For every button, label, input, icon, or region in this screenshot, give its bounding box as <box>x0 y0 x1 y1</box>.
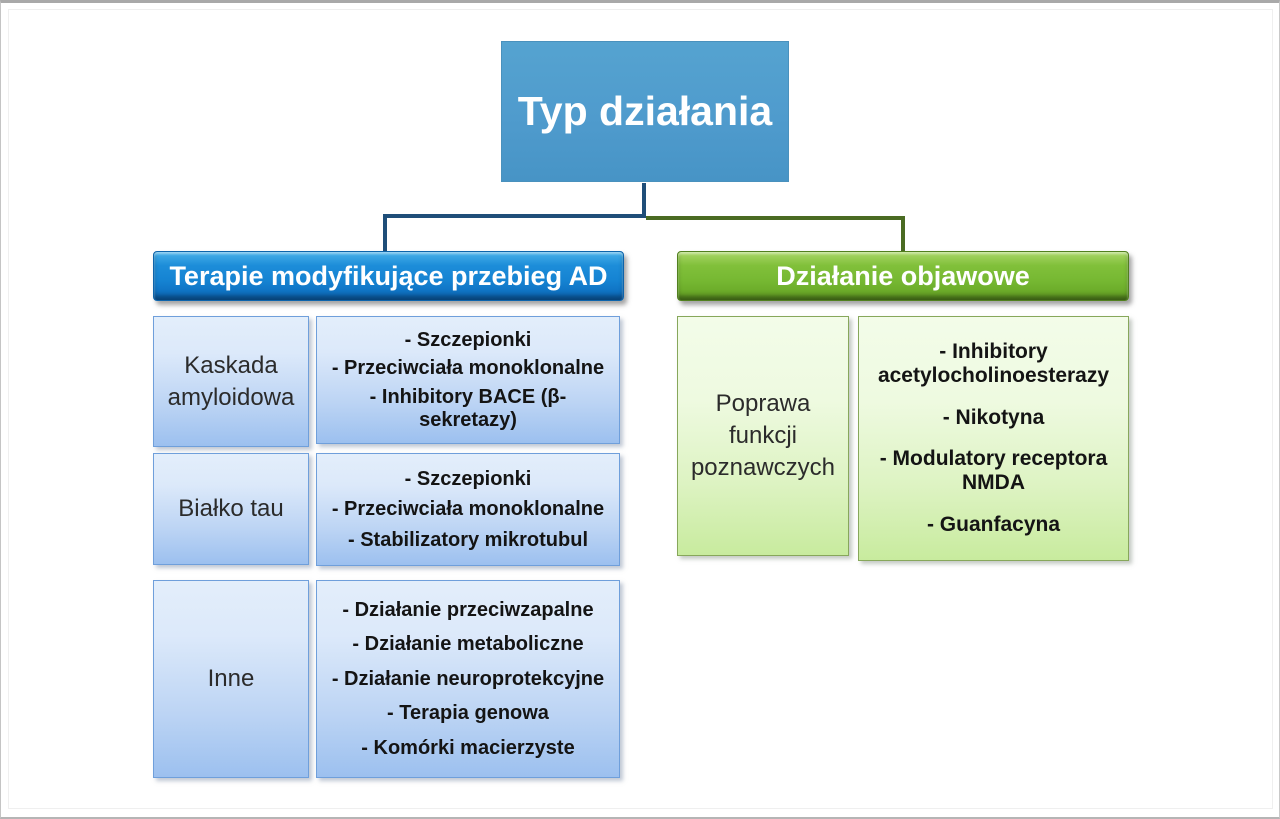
list-item: - Działanie przeciwzapalne <box>342 598 594 621</box>
list-item: - Guanfacyna <box>926 512 1061 536</box>
cell-inne <box>153 580 309 778</box>
header-terapie-label: Terapie modyfikujące przebieg AD <box>169 260 608 291</box>
list-item: - Stabilizatory mikrotubul <box>347 528 589 551</box>
header-objawowe-label: Działanie objawowe <box>776 260 1030 291</box>
cell-inne-items <box>316 580 620 778</box>
connector-left-vertical <box>383 214 387 251</box>
root-node-typ-dzialania <box>501 41 789 182</box>
list-item: - Działanie neuroprotekcyjne <box>331 667 605 690</box>
list-item: - Działanie metaboliczne <box>352 633 584 655</box>
cell-kaskada-label: Kaskada amyloidowa <box>167 351 295 411</box>
list-item: - Szczepionki <box>404 328 532 351</box>
connector-right-vertical <box>901 216 905 251</box>
connector-root-vertical <box>642 183 646 216</box>
cell-bialko-items <box>316 453 620 566</box>
cell-poprawa-items <box>858 316 1129 561</box>
connector-right-horizontal <box>646 216 905 220</box>
list-item: - Przeciwciała monoklonalne <box>331 498 605 520</box>
list-item: - Terapia genowa <box>387 702 549 724</box>
header-dzialanie-objawowe <box>677 251 1129 301</box>
list-item: - Inhibitory BACE (β-sekretazy) <box>369 385 567 431</box>
cell-poprawa-funkcji <box>677 316 849 556</box>
cell-inne-label: Inne <box>207 665 255 693</box>
connector-left-horizontal <box>383 214 646 218</box>
root-node-label: Typ działania <box>517 88 773 134</box>
cell-bialko-tau <box>153 453 309 565</box>
list-item: - Komórki macierzyste <box>361 736 575 759</box>
list-item: - Przeciwciała monoklonalne <box>331 357 605 379</box>
cell-kaskada-amyloidowa <box>153 316 309 447</box>
cell-bialko-label: Białko tau <box>178 495 284 523</box>
cell-poprawa-label: Poprawa funkcji poznawczych <box>690 390 836 481</box>
header-terapie-modyfikujace <box>153 251 624 301</box>
list-item: - Nikotyna <box>942 405 1045 429</box>
cell-kaskada-items <box>316 316 620 444</box>
list-item: - Modulatory receptora NMDA <box>879 447 1108 495</box>
list-item: - Inhibitory acetylocholinoesterazy <box>877 340 1110 388</box>
list-item: - Szczepionki <box>404 467 532 490</box>
